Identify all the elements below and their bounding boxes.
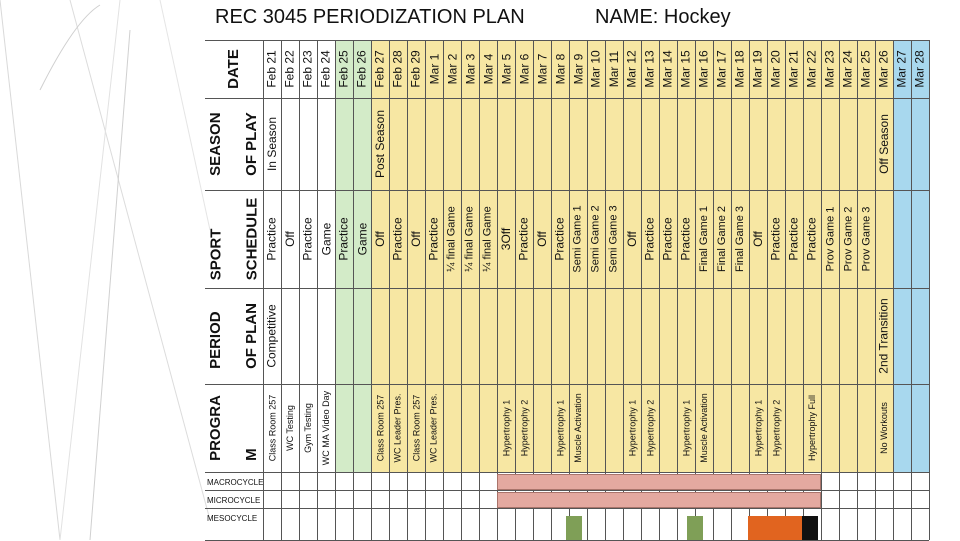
program-cell xyxy=(443,384,461,472)
date-cell: Mar 4 xyxy=(481,53,495,85)
program-cell: WC MA Video Day xyxy=(321,390,331,466)
day-column xyxy=(515,0,533,540)
date-cell: Feb 27 xyxy=(373,50,388,88)
grid-line xyxy=(353,40,354,540)
sport-cell: Off xyxy=(372,231,387,247)
date-cell: Mar 14 xyxy=(661,50,676,88)
sport-cell: Practice xyxy=(643,217,658,261)
date-cell: Mar 9 xyxy=(571,53,585,85)
day-column xyxy=(299,0,317,540)
date-header: DATE xyxy=(224,49,242,89)
grid-line xyxy=(389,40,390,540)
grid-line xyxy=(205,508,929,509)
day-column xyxy=(281,0,299,540)
mesocycle-block-1 xyxy=(566,516,582,540)
day-column xyxy=(497,0,515,540)
sport-cell: Off xyxy=(750,231,765,247)
date-cell: Mar 17 xyxy=(715,50,730,88)
date-cell: Mar 13 xyxy=(643,50,658,88)
sport-cell: Practice xyxy=(337,217,352,261)
grid-line xyxy=(479,40,480,540)
program-cell: Hypertrophy 1 xyxy=(501,399,511,457)
season-post-season: Post Season xyxy=(373,109,388,179)
sport-cell: Off xyxy=(534,231,549,247)
sport-cell: Off xyxy=(408,231,423,247)
day-column xyxy=(263,0,281,540)
day-column xyxy=(875,0,893,540)
sport-cell: Practice xyxy=(805,217,820,261)
day-column xyxy=(317,0,335,540)
decorative-lines xyxy=(0,0,210,540)
date-cell: Mar 22 xyxy=(805,50,820,88)
grid-line xyxy=(749,40,750,540)
program-cell xyxy=(857,384,875,472)
date-cell: Feb 29 xyxy=(409,50,424,88)
program-cell: WC Testing xyxy=(285,405,296,451)
program-cell: Gym Testing xyxy=(303,403,314,453)
program-cell: Hypertrophy 2 xyxy=(771,399,781,457)
day-column xyxy=(749,0,767,540)
sport-schedule-header: SPORT SCHEDULE xyxy=(207,197,261,281)
date-cell: Feb 21 xyxy=(265,50,280,88)
program-cell: Muscle Activation xyxy=(573,393,583,463)
sport-cell: Final Game 2 xyxy=(716,205,728,273)
date-cell: Feb 25 xyxy=(337,50,352,88)
grid-line xyxy=(803,40,804,540)
day-column xyxy=(425,0,443,540)
program-cell xyxy=(533,384,551,472)
date-cell: Mar 16 xyxy=(697,50,712,88)
grid-line xyxy=(497,40,498,540)
grid-line xyxy=(569,40,570,540)
grid-line xyxy=(839,40,840,540)
sport-cell: Practice xyxy=(679,217,694,261)
program-cell: Hypertrophy 1 xyxy=(627,399,637,457)
program-cell xyxy=(713,384,731,472)
sport-cell: Practice xyxy=(265,217,280,261)
day-column xyxy=(713,0,731,540)
mesocycle-block-2 xyxy=(687,516,703,540)
program-cell: Muscle Activation xyxy=(699,393,709,463)
day-column xyxy=(389,0,407,540)
date-cell: Mar 15 xyxy=(679,50,694,88)
day-column xyxy=(785,0,803,540)
grid-line xyxy=(677,40,678,540)
date-cell: Mar 21 xyxy=(787,50,802,88)
day-column xyxy=(551,0,569,540)
grid-line xyxy=(205,288,929,289)
grid-line xyxy=(425,40,426,540)
day-column xyxy=(677,0,695,540)
day-column xyxy=(533,0,551,540)
program-cell xyxy=(731,384,749,472)
program-cell: WC Leader Pres. xyxy=(393,393,403,463)
program-cell: Hypertrophy Full xyxy=(807,394,817,462)
sport-cell: Practice xyxy=(769,217,784,261)
sport-cell: Final Game 1 xyxy=(698,205,710,273)
program-cell xyxy=(461,384,479,472)
date-cell: Feb 24 xyxy=(319,50,334,88)
period-transition: 2nd Transition xyxy=(877,298,892,374)
mesocycle-block-3 xyxy=(748,516,802,540)
grid-line xyxy=(857,40,858,540)
day-column xyxy=(605,0,623,540)
date-cell: Mar 1 xyxy=(427,53,441,85)
date-cell: Mar 27 xyxy=(895,50,910,88)
day-column xyxy=(839,0,857,540)
program-cell: Hypertrophy 1 xyxy=(681,399,691,457)
mesocycle-label: MESOCYCLE xyxy=(207,514,258,523)
date-cell: Mar 20 xyxy=(769,50,784,88)
day-column xyxy=(407,0,425,540)
program-cell: Class Room 257 xyxy=(411,394,421,462)
date-cell: Mar 23 xyxy=(823,50,838,88)
microcycle-bar xyxy=(497,492,821,508)
program-cell xyxy=(893,384,911,472)
grid-line xyxy=(205,40,929,41)
grid-line xyxy=(281,40,282,540)
program-cell: No Workouts xyxy=(879,402,890,454)
day-column xyxy=(911,0,929,540)
macrocycle-label: MACROCYCLE xyxy=(207,478,264,487)
grid-line xyxy=(731,40,732,540)
grid-line xyxy=(299,40,300,540)
page-title: REC 3045 PERIODIZATION PLAN xyxy=(215,6,525,28)
date-cell: Mar 24 xyxy=(841,50,856,88)
sport-cell xyxy=(893,190,911,288)
sport-cell: Game xyxy=(355,222,369,256)
day-column xyxy=(803,0,821,540)
program-cell xyxy=(659,384,677,472)
day-column xyxy=(587,0,605,540)
sport-cell: Off xyxy=(624,231,639,247)
sport-cell: Practice xyxy=(391,217,406,261)
day-column xyxy=(893,0,911,540)
sport-cell: Prov Game 3 xyxy=(860,206,872,272)
season-off-season: Off Season xyxy=(877,114,892,174)
date-cell: Mar 19 xyxy=(751,50,766,88)
grid-line xyxy=(205,98,929,99)
season-in-season: In Season xyxy=(265,116,280,172)
date-cell: Mar 2 xyxy=(445,53,459,85)
grid-line xyxy=(785,40,786,540)
date-cell: Mar 25 xyxy=(859,50,874,88)
date-cell: Mar 28 xyxy=(913,50,928,88)
program-cell xyxy=(587,384,605,472)
sport-cell: Semi Game 3 xyxy=(608,205,620,273)
grid-line xyxy=(659,40,660,540)
date-cell: Mar 7 xyxy=(535,53,549,85)
grid-line xyxy=(461,40,462,540)
sport-cell: Prov Game 2 xyxy=(842,206,854,272)
grid-line xyxy=(605,40,606,540)
date-cell: Mar 8 xyxy=(553,53,567,85)
date-cell: Feb 28 xyxy=(391,50,406,88)
sport-cell xyxy=(875,190,893,288)
program-cell xyxy=(605,384,623,472)
sport-cell: Practice xyxy=(427,217,442,261)
sport-cell: Prov Game 1 xyxy=(824,206,836,272)
grid-line xyxy=(205,190,929,191)
program-cell: Class Room 257 xyxy=(375,394,385,462)
grid-line xyxy=(551,40,552,540)
program-cell xyxy=(335,384,353,472)
day-column xyxy=(767,0,785,540)
sport-cell: Final Game 3 xyxy=(734,205,746,273)
grid-line xyxy=(641,40,642,540)
sport-cell: ¼ final Game xyxy=(482,206,495,272)
date-cell: Feb 23 xyxy=(301,50,316,88)
season-header: SEASON OF PLAY xyxy=(207,112,261,176)
program-cell: WC Leader Pres. xyxy=(429,393,439,463)
grid-line xyxy=(911,40,912,540)
day-column xyxy=(821,0,839,540)
program-cell: Class Room 257 xyxy=(267,394,277,462)
date-cell: Feb 22 xyxy=(283,50,298,88)
microcycle-label: MICROCYCLE xyxy=(207,496,261,505)
sport-cell: Game xyxy=(319,222,333,256)
grid-line xyxy=(767,40,768,540)
day-column xyxy=(659,0,677,540)
sport-cell: Practice xyxy=(661,217,676,261)
grid-line xyxy=(893,40,894,540)
name-label: NAME: Hockey xyxy=(595,6,731,28)
sport-cell: Practice xyxy=(553,217,568,261)
grid-line xyxy=(205,384,929,385)
mesocycle-block-4 xyxy=(802,516,818,540)
day-column xyxy=(461,0,479,540)
program-cell: Hypertrophy 1 xyxy=(555,399,565,457)
program-cell xyxy=(785,384,803,472)
day-column xyxy=(857,0,875,540)
day-column xyxy=(731,0,749,540)
sport-cell: Off xyxy=(282,231,297,247)
grid-line xyxy=(713,40,714,540)
grid-line xyxy=(587,40,588,540)
date-cell: Mar 12 xyxy=(625,50,640,88)
grid-line xyxy=(205,472,929,473)
program-cell xyxy=(479,384,497,472)
program-header: PROGRA M xyxy=(207,395,260,461)
day-column xyxy=(569,0,587,540)
grid-line xyxy=(443,40,444,540)
date-cell: Mar 3 xyxy=(463,53,477,85)
grid-line xyxy=(205,490,929,491)
date-cell: Feb 26 xyxy=(355,50,370,88)
grid-line xyxy=(623,40,624,540)
date-cell: Mar 10 xyxy=(589,50,604,88)
sport-cell: ¼ final Game xyxy=(464,206,477,272)
grid-line xyxy=(407,40,408,540)
sport-cell: Practice xyxy=(517,217,532,261)
grid-line xyxy=(335,40,336,540)
period-header: PERIOD OF PLAN xyxy=(207,303,260,369)
grid-line xyxy=(695,40,696,540)
sport-cell: Practice xyxy=(787,217,802,261)
sport-cell: ¼ final Game xyxy=(446,206,459,272)
date-cell: Mar 18 xyxy=(733,50,748,88)
date-cell: Mar 11 xyxy=(607,50,621,88)
day-column xyxy=(443,0,461,540)
date-cell: Mar 26 xyxy=(877,50,892,88)
grid-line xyxy=(821,40,822,540)
program-cell xyxy=(911,384,929,472)
program-cell: Hypertrophy 2 xyxy=(645,399,655,457)
sport-cell: 3Off xyxy=(499,227,513,251)
program-cell: Hypertrophy 2 xyxy=(519,399,529,457)
sport-cell: Semi Game 1 xyxy=(572,205,584,273)
date-cell: Mar 6 xyxy=(517,53,531,85)
program-cell xyxy=(821,384,839,472)
period-competitive: Competitive xyxy=(265,304,280,368)
program-cell xyxy=(353,384,371,472)
macrocycle-bar xyxy=(497,474,821,490)
sport-cell: Semi Game 2 xyxy=(590,205,602,273)
sport-cell: Practice xyxy=(301,217,316,261)
day-column xyxy=(335,0,353,540)
day-column xyxy=(641,0,659,540)
day-column xyxy=(623,0,641,540)
day-column xyxy=(371,0,389,540)
grid-line xyxy=(515,40,516,540)
grid-line xyxy=(929,40,930,540)
day-column xyxy=(479,0,497,540)
day-column xyxy=(353,0,371,540)
sport-cell xyxy=(911,190,929,288)
grid-line xyxy=(317,40,318,540)
date-cell: Mar 5 xyxy=(499,53,513,85)
grid-line xyxy=(533,40,534,540)
day-column xyxy=(695,0,713,540)
program-cell: Hypertrophy 1 xyxy=(753,399,763,457)
program-cell xyxy=(839,384,857,472)
